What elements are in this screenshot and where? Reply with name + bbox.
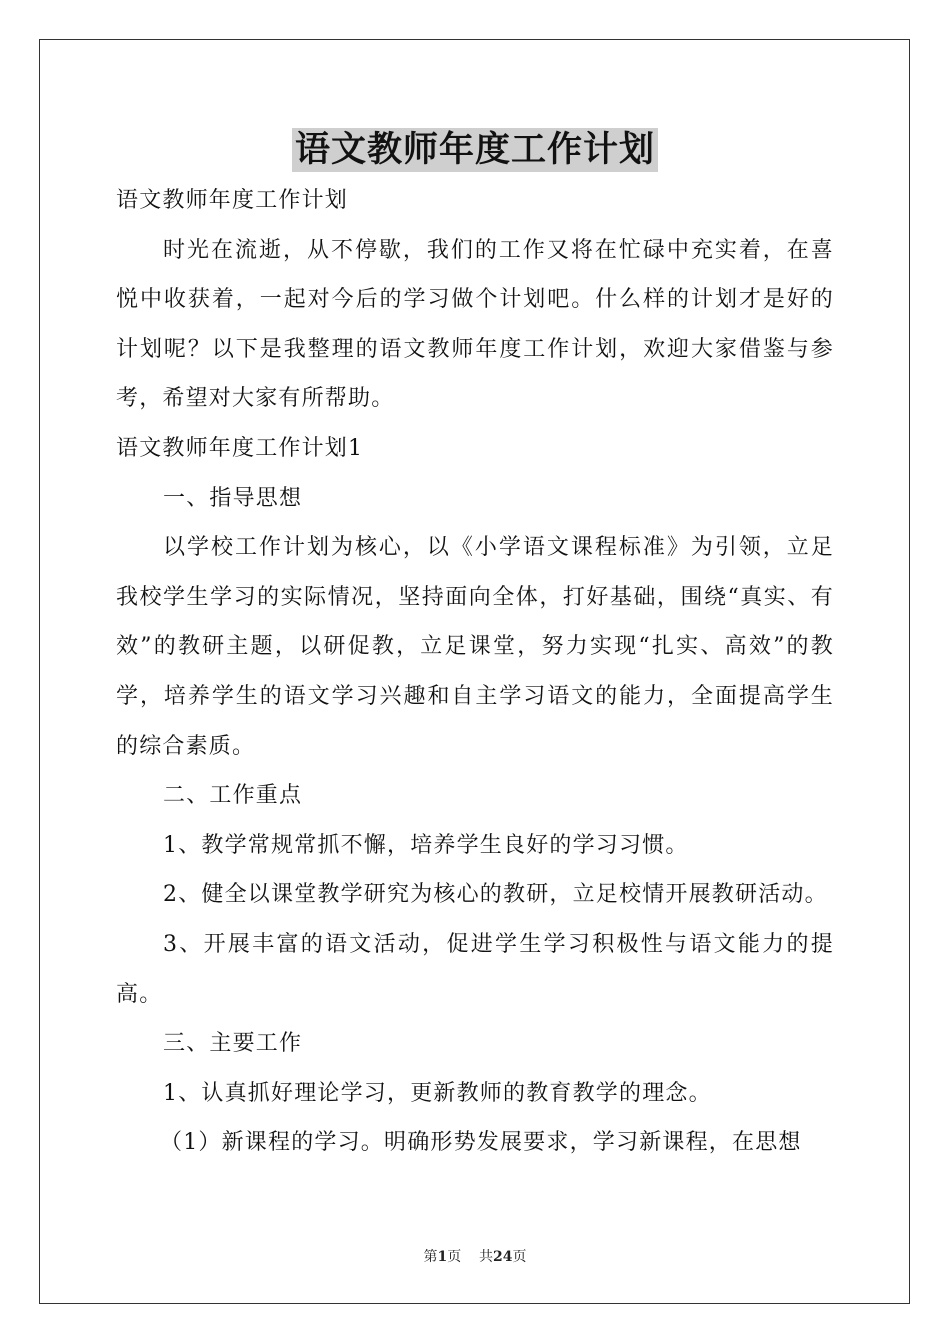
page-suffix: 页 bbox=[447, 1249, 462, 1265]
list-item-focus-3: 3、开展丰富的语文活动，促进学生学习积极性与语文能力的提高。 bbox=[116, 931, 834, 1007]
heading-work-focus: 二、工作重点 bbox=[163, 783, 303, 809]
paragraph-subtitle: 语文教师年度工作计划 bbox=[116, 188, 349, 213]
title-container bbox=[0, 128, 950, 172]
page-footer bbox=[0, 1246, 950, 1266]
total-pages: 24 bbox=[493, 1249, 513, 1265]
paragraph-section-heading: 语文教师年度工作计划1 bbox=[116, 435, 364, 461]
document-body bbox=[116, 176, 834, 1168]
document-title: 语文教师年度工作计划 bbox=[292, 128, 658, 172]
list-item-focus-1: 1、教学常规常抓不懈，培养学生良好的学习习惯。 bbox=[163, 832, 689, 858]
paragraph-intro: 时光在流逝，从不停歇，我们的工作又将在忙碌中充实着，在喜悦中收获着，一起对今后的学习做个计划吧。什么样的计划才是好的计划呢？以下是我整理的语文教师年度工作计划，欢迎大家借鉴与参考，希望对大家有所帮助。 bbox=[116, 237, 834, 412]
list-item-main-work-1-sub-1: （1）新课程的学习。明确形势发展要求，学习新课程，在思想 bbox=[160, 1130, 802, 1156]
page-number: 1 bbox=[437, 1249, 448, 1265]
total-prefix: 共 bbox=[479, 1249, 494, 1265]
list-item-main-work-1: 1、认真抓好理论学习，更新教师的教育教学的理念。 bbox=[163, 1080, 712, 1106]
list-item-focus-2: 2、健全以课堂教学研究为核心的教研，立足校情开展教研活动。 bbox=[163, 882, 828, 908]
total-suffix: 页 bbox=[512, 1249, 527, 1265]
heading-guiding-ideology: 一、指导思想 bbox=[163, 485, 303, 511]
page-prefix: 第 bbox=[423, 1249, 438, 1265]
paragraph-guiding-ideology: 以学校工作计划为核心，以《小学语文课程标准》为引领，立足我校学生学习的实际情况，坚持面向全体，打好基础，围绕“真实、有效”的教研主题，以研促教，立足课堂，努力实现“扎实、高效”的教学，培养学生的语文学习兴趣和自主学习语文的能力，全面提高学生的综合素质。 bbox=[116, 535, 834, 759]
heading-main-work: 三、主要工作 bbox=[163, 1031, 303, 1057]
